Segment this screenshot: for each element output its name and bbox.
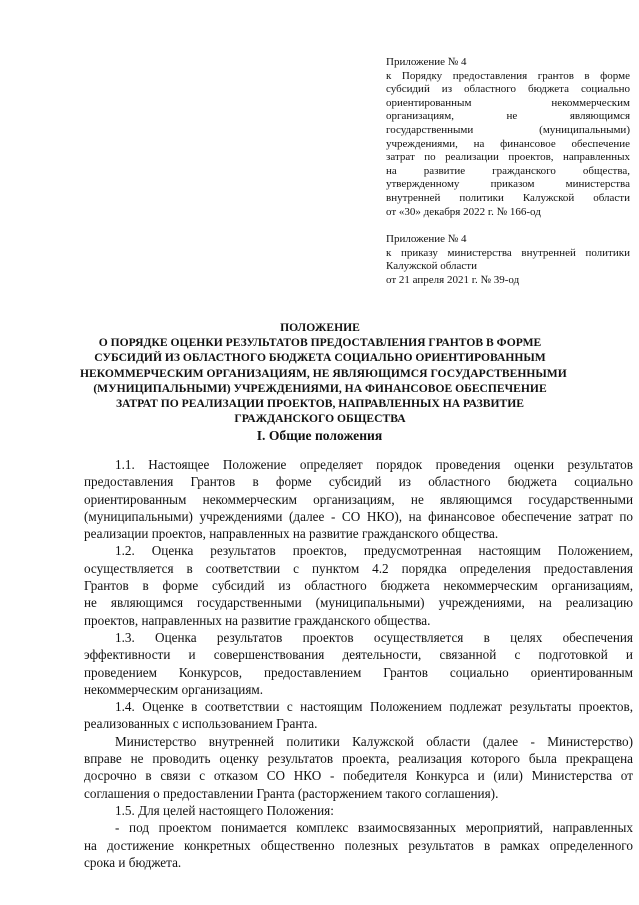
title-line: НЕКОММЕРЧЕСКИМ ОРГАНИЗАЦИЯМ, НЕ ЯВЛЯЮЩИМСЯ ГОСУДАРСТВЕННЫМИ (80, 366, 567, 380)
appendix-line: субсидий из областного бюджета социально (386, 83, 630, 96)
appendix-line: к приказу министерства внутренней политики (386, 246, 630, 259)
paragraph-line: проектов, направленных на развитие гражданского общества. (84, 612, 431, 628)
title-line: СУБСИДИЙ ИЗ ОБЛАСТНОГО БЮДЖЕТА СОЦИАЛЬНО ОРИЕНТИРОВАННЫМ (94, 351, 546, 365)
title-heading: ПОЛОЖЕНИЕ (280, 321, 360, 334)
appendix-line: государственными (муниципальными) (386, 123, 630, 136)
title-line: О ПОРЯДКЕ ОЦЕНКИ РЕЗУЛЬТАТОВ ПРЕДОСТАВЛЕНИЯ ГРАНТОВ В ФОРМЕ (98, 336, 542, 350)
paragraph (84, 802, 633, 819)
appendix-line: на развитие гражданского общества, (386, 164, 630, 177)
paragraph-line: 1.1. Настоящее Положение определяет порядок проведения оценки результатов (115, 457, 633, 472)
appendix-line: Калужской области (386, 260, 477, 273)
paragraph-line: соглашения о предоставлении Гранта (расторжением такого соглашения). (84, 785, 499, 801)
paragraph-line: срока и бюджета. (84, 854, 182, 870)
paragraph-line: Грантов в форме субсидий из областного бюджета некоммерческим организациям, (84, 578, 633, 594)
paragraph-line: на достижение конкретных общественно полезных результатов в рамках определенного (84, 837, 633, 853)
paragraph-line: Министерство внутренней политики Калужской области (далее - Министерство) (115, 733, 633, 749)
appendix-line: организациям, не являющимся (386, 110, 630, 123)
paragraph-line: ориентированным некоммерческим организациям, не являющимся государственными (84, 491, 633, 507)
paragraph-line: 1.2. Оценка результатов проектов, предусмотренная настоящим Положением, (115, 543, 633, 559)
paragraph-line: вправе не проводить оценку результатов проекта, реализация которого была прекращена (84, 751, 633, 767)
appendix-line: утвержденному приказом министерства (386, 178, 630, 191)
paragraph-line: 1.3. Оценка результатов проектов осуществляется в целях обеспечения (115, 629, 633, 645)
appendix-line: от «30» декабря 2022 г. № 166-од (386, 205, 541, 218)
paragraph (84, 629, 633, 698)
title-line: (МУНИЦИПАЛЬНЫМИ) УЧРЕЖДЕНИЯМИ, НА ФИНАНСОВОЕ ОБЕСПЕЧЕНИЕ (93, 381, 547, 395)
appendix-block-2 (386, 233, 630, 287)
paragraph (84, 733, 633, 802)
title-line: ЗАТРАТ ПО РЕАЛИЗАЦИИ ПРОЕКТОВ, НАПРАВЛЕННЫХ НА РАЗВИТИЕ (115, 397, 525, 411)
section-heading: I. Общие положения (256, 428, 383, 443)
appendix-line: внутренней политики Калужской области (386, 191, 630, 204)
document-title (80, 320, 567, 426)
paragraph (84, 819, 633, 871)
document-body (84, 456, 633, 871)
paragraph-line: не являющимся государственными (муниципальными) учреждениями, на реализацию (84, 595, 633, 611)
appendix-line: учреждениями, на финансовое обеспечение (386, 137, 630, 150)
paragraph (84, 698, 633, 733)
appendix-line: Приложение № 4 (386, 56, 467, 68)
paragraph-line: 1.5. Для целей настоящего Положения: (115, 802, 334, 818)
paragraph-line: (муниципальными) учреждениями (далее - СО НКО), на финансовое обеспечение затрат по (84, 508, 633, 524)
appendix-line: ориентированным некоммерческим (386, 96, 630, 109)
title-line: ГРАЖДАНСКОГО ОБЩЕСТВА (234, 412, 406, 426)
paragraph-line: 1.4. Оценке в соответствии с настоящим Положением подлежат результаты проектов, (115, 699, 633, 715)
paragraph-line: эффективности и совершенствования деятельности, связанной с подготовкой и (84, 647, 633, 663)
paragraph-line: осуществляется в соответствии с пунктом 4.2 порядка определения предоставления (84, 560, 633, 576)
appendix-line: Приложение № 4 (386, 233, 467, 245)
paragraph-line: досрочно в связи с отказом СО НКО - победителя Конкурса и (или) Министерства от (84, 768, 633, 784)
paragraph (84, 542, 633, 628)
appendix-line: от 21 апреля 2021 г. № 39-од (386, 273, 520, 286)
paragraph (84, 456, 633, 542)
paragraph-line: реализации проектов, направленных на развитие гражданского общества. (84, 526, 499, 542)
paragraph-line: некоммерческим организациям. (84, 681, 264, 697)
paragraph-line: реализованных с использованием Гранта. (84, 716, 318, 732)
paragraph-line: предоставления Грантов в форме субсидий из областного бюджета социально (84, 474, 633, 490)
appendix-line: к Порядку предоставления грантов в форме (386, 69, 630, 82)
paragraph-line: - под проектом понимается комплекс взаимосвязанных мероприятий, направленных (115, 820, 633, 836)
paragraph-line: проведением Конкурсов, предоставлением Грантов социально ориентированным (84, 664, 633, 680)
appendix-line: затрат по реализации проектов, направленных (386, 151, 630, 164)
appendix-block-1 (386, 56, 630, 219)
